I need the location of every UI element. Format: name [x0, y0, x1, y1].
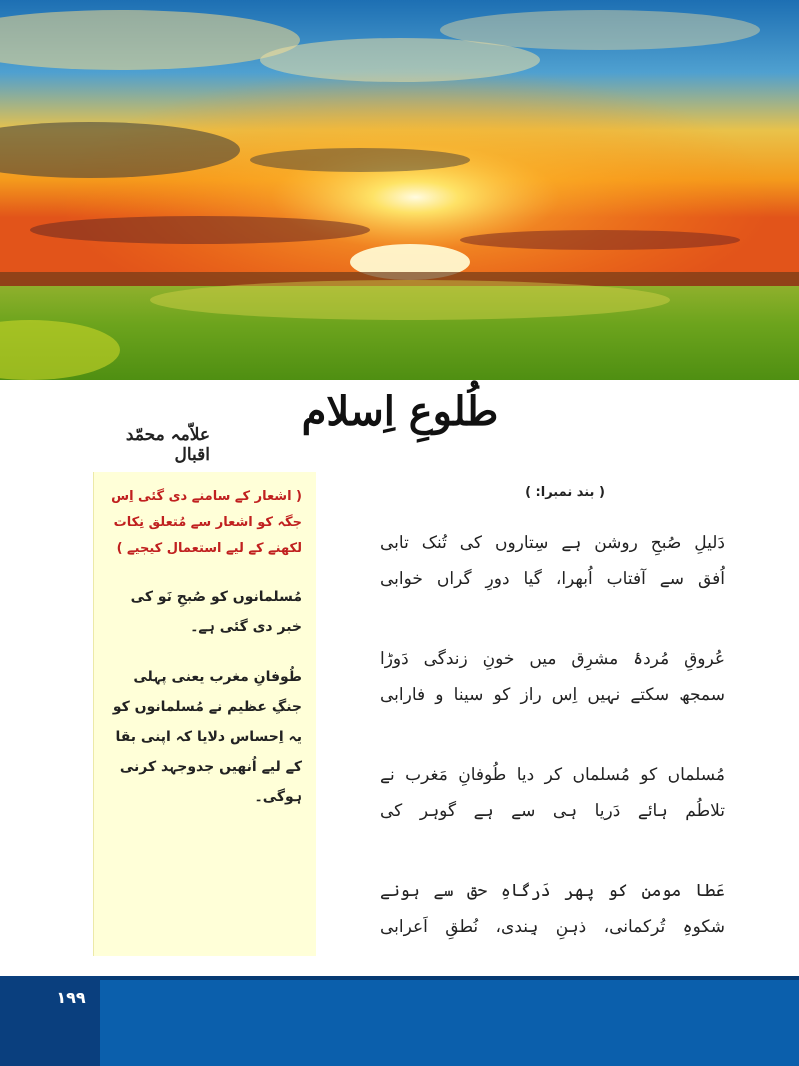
notes-instruction: ( اشعار کے سامنے دی گئی اِس جگہ کو اشعار سے مُتعلق نِکات لکھنے کے لیے استعمال کیجیے ) [111, 489, 302, 556]
page-footer [0, 976, 799, 1066]
verse-line: عَطا مومن کو پھر دَرگاہِ حق سے ہونے [380, 881, 725, 901]
verse-line: عُروقِ مُردۂ مشرِق میں خونِ زندگی دَوڑا [380, 649, 725, 669]
verse-line: مُسلماں کو مُسلماں کر دیا طُوفانِ مَغرب نے [380, 765, 725, 785]
sunrise-illustration [0, 0, 799, 380]
lesson-title: طُلوعِ اِسلام [301, 388, 499, 435]
note-item: طُوفانِ مغرب یعنی پہلی جنگِ عظیم نے مُسلمانوں کو یہ اِحساس دلایا کہ اپنی بقا کے لیے اُنھیں جدوجہد کرنی ہوگی۔ [112, 669, 302, 805]
stanza-number-label: ( بند نمبرا: ) [525, 485, 605, 500]
verse-line: سمجھ سکتے نہیں اِس راز کو سینا و فارابی [380, 685, 725, 705]
page-number: ۱۹۹ [56, 988, 86, 1007]
poem-stanza [380, 873, 725, 945]
footer-divider [0, 976, 799, 980]
author-name: علاّمہ محمّد اقبال [125, 425, 210, 465]
verse-line: شکوہِ تُرکمانی، ذہنِ ہِندی، نُطقِ اَعرابی [380, 917, 725, 937]
verse-line: تلاطُم ہائے دَریا ہی سے ہے گوہر کی [380, 801, 725, 821]
poem-stanza [380, 757, 725, 829]
verse-line: دَلیلِ صُبحِ روشن ہے سِتاروں کی تُنک تابی [380, 533, 725, 553]
poem-verses [380, 525, 725, 989]
poem-stanza [380, 525, 725, 597]
verse-line: اُفق سے آفتاب اُبھرا، گیا دورِ گراں خوابی [380, 569, 725, 589]
note-item: مُسلمانوں کو صُبحِ نَو کی خبر دی گئی ہے۔ [130, 589, 302, 635]
sunrise-banner-image [0, 0, 799, 380]
poem-stanza [380, 641, 725, 713]
notes-panel [93, 472, 316, 956]
